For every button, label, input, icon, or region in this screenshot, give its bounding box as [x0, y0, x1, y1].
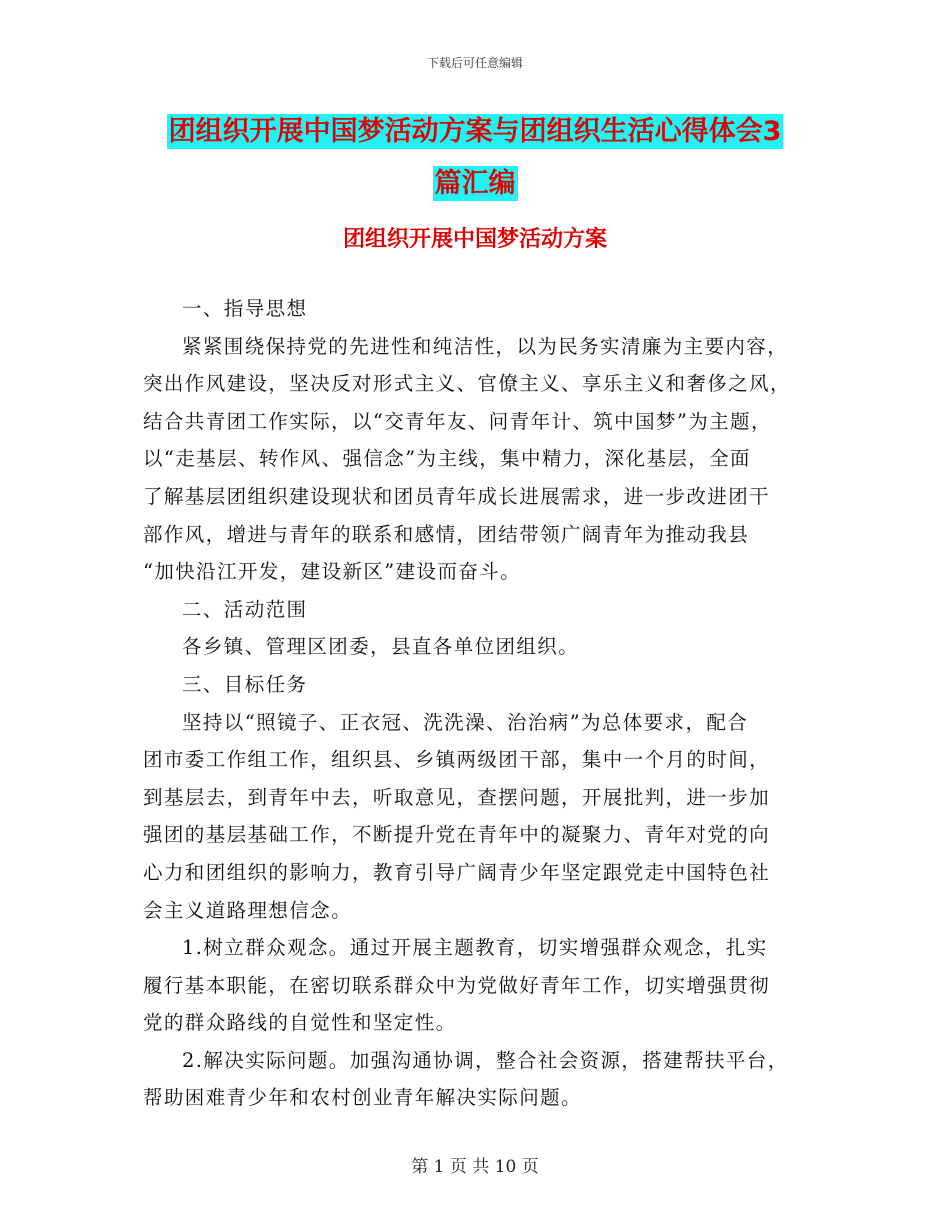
text-line: 帮助困难青少年和农村创业青年解决实际问题。 [143, 1086, 582, 1110]
text-line: 结合共青团工作实际，以“交青年友、问青年计、筑中国梦”为主题， [143, 409, 772, 433]
heading-activity-scope: 二、活动范围 [182, 597, 308, 621]
text-line: 心力和团组织的影响力，教育引导广阔青少年坚定跟党走中国特色社 [143, 860, 771, 884]
document-title [150, 106, 800, 210]
paragraph-item-2 [143, 1042, 803, 1117]
text-line: 部作风，增进与青年的联系和感情，团结带领广阔青年为推动我县 [143, 522, 750, 546]
text-line: 履行基本职能，在密切联系群众中为党做好青年工作，切实增强贯彻 [143, 973, 771, 997]
text-line: 到基层去，到青年中去，听取意见，查摆问题，开展批判，进一步加 [143, 785, 771, 809]
text-line: 以“走基层、转作风、强信念”为主线，集中精力，深化基层，全面 [143, 447, 751, 471]
page-footer: 第 1 页 共 10 页 [411, 1157, 539, 1177]
heading-goals-tasks: 三、目标任务 [182, 672, 308, 696]
text-line: 强团的基层基础工作，不断提升党在青年中的凝聚力、青年对党的向 [143, 823, 771, 847]
text-line: 2.解决实际问题。加强沟通协调，整合社会资源，搭建帮扶平台， [182, 1048, 789, 1072]
text-line: 了解基层团组织建设现状和团员青年成长进展需求，进一步改进团干 [143, 484, 771, 508]
text-line: “加快沿江开发，建设新区”建设而奋斗。 [143, 560, 522, 584]
paragraph-guiding-thought [143, 328, 803, 591]
paragraph-goals-tasks [143, 704, 803, 930]
text-line: 会主义道路理想信念。 [143, 898, 353, 922]
title-line-2: 篇汇编 [434, 168, 516, 199]
text-line: 坚持以“照镜子、正衣冠、洗洗澡、治治病”为总体要求，配合 [182, 710, 749, 734]
header-note: 下载后可任意编辑 [426, 56, 523, 70]
text-line: 突出作风建设，坚决反对形式主义、官僚主义、享乐主义和奢侈之风， [143, 372, 791, 396]
paragraph-activity-scope: 各乡镇、管理区团委，县直各单位团组织。 [182, 635, 580, 659]
document-body [143, 290, 803, 1117]
text-line: 1.树立群众观念。通过开展主题教育，切实增强群众观念，扎实 [182, 936, 768, 960]
heading-guiding-thought: 一、指导思想 [182, 297, 308, 320]
text-line: 紧紧围绕保持党的先进性和纯洁性，以为民务实清廉为主要内容， [182, 334, 789, 358]
title-line-1: 团组织开展中国梦活动方案与团组织生活心得体会3 [168, 116, 782, 147]
section-title: 团组织开展中国梦活动方案 [342, 227, 607, 252]
text-line: 团市委工作组工作，组织县、乡镇两级团干部，集中一个月的时间， [143, 748, 771, 772]
paragraph-item-1 [143, 929, 803, 1042]
text-line: 党的群众路线的自觉性和坚定性。 [143, 1011, 457, 1035]
